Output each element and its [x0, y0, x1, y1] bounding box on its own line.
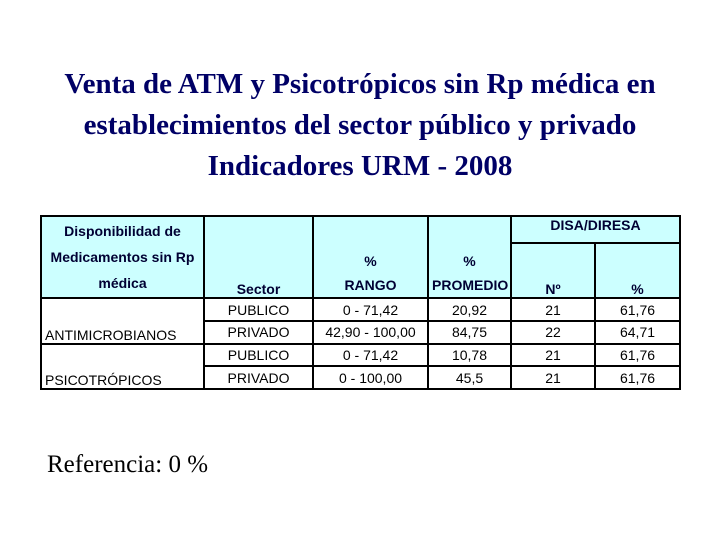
cell-rango: 42,90 - 100,00 [313, 321, 428, 344]
cell-pct: 64,71 [595, 321, 680, 344]
cell-rango: 0 - 100,00 [313, 366, 428, 389]
table-row [41, 344, 680, 367]
title-line-2: establecimientos del sector público y privado [83, 109, 637, 141]
group-antimicrobianos: ANTIMICROBIANOS [41, 298, 204, 343]
cell-promedio: 10,78 [428, 344, 511, 367]
header-promedio [428, 216, 511, 298]
slide-title [0, 64, 720, 187]
header-disponibilidad-line-1: Disponibilidad de [64, 223, 181, 240]
header-disponibilidad-line-3: médica [98, 275, 147, 292]
reference-note: Referencia: 0 % [47, 451, 209, 478]
header-promedio-pct: % [463, 253, 476, 270]
cell-sector: PUBLICO [204, 344, 313, 367]
cell-num: 21 [511, 298, 595, 321]
cell-promedio: 20,92 [428, 298, 511, 321]
group-psicotropicos: PSICOTRÓPICOS [41, 344, 204, 389]
cell-num: 21 [511, 344, 595, 367]
header-disponibilidad-line-2: Medicamentos sin Rp [50, 249, 195, 266]
cell-pct: 61,76 [595, 298, 680, 321]
data-table-container [40, 215, 679, 390]
header-rango [313, 216, 428, 298]
header-disa-diresa: DISA/DIRESA [511, 216, 680, 243]
cell-num: 22 [511, 321, 595, 344]
cell-rango: 0 - 71,42 [313, 344, 428, 367]
header-rango-pct: % [364, 253, 377, 270]
title-line-3: Indicadores URM - 2008 [207, 150, 513, 182]
table-row [41, 298, 680, 321]
title-line-1: Venta de ATM y Psicotrópicos sin Rp médica en [64, 68, 656, 100]
header-sector-label: Sector [236, 281, 281, 298]
data-table [40, 215, 681, 390]
header-promedio-label: PROMEDIO [432, 277, 509, 294]
cell-sector: PRIVADO [204, 366, 313, 389]
cell-pct: 61,76 [595, 344, 680, 367]
header-sector [204, 216, 313, 298]
cell-rango: 0 - 71,42 [313, 298, 428, 321]
header-row-1 [41, 216, 680, 243]
header-rango-label: RANGO [344, 277, 397, 294]
header-disponibilidad [41, 216, 204, 298]
header-num: Nº [511, 243, 595, 299]
cell-promedio: 84,75 [428, 321, 511, 344]
cell-sector: PRIVADO [204, 321, 313, 344]
cell-pct: 61,76 [595, 366, 680, 389]
cell-promedio: 45,5 [428, 366, 511, 389]
header-pct: % [595, 243, 680, 299]
cell-sector: PUBLICO [204, 298, 313, 321]
cell-num: 21 [511, 366, 595, 389]
